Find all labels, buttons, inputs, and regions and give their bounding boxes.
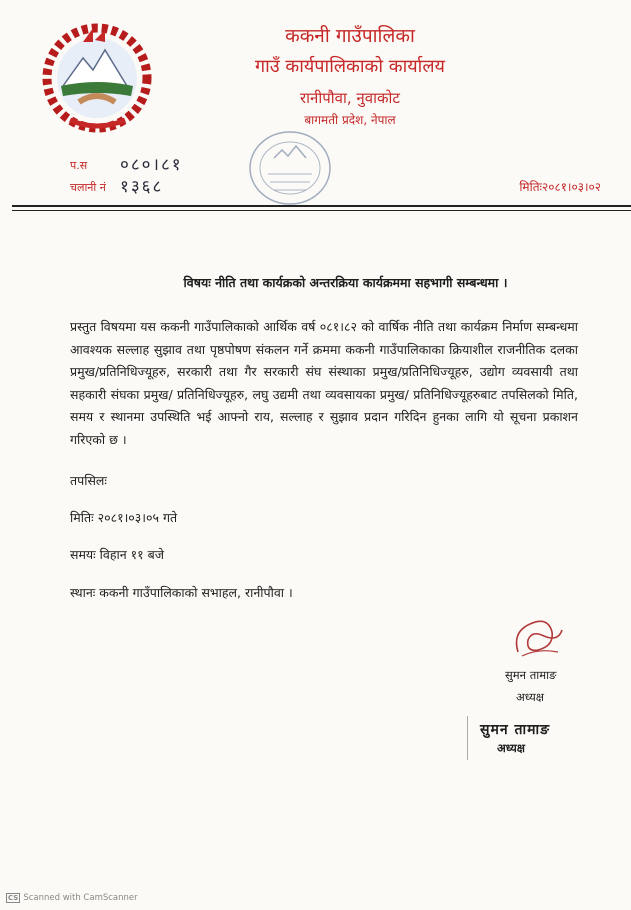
signatory-name: सुमन तामाङ <box>505 668 557 682</box>
stamp-title: अध्यक्ष <box>497 741 526 755</box>
event-date: मितिः २०८१।०३।०५ गते <box>70 510 178 525</box>
dispatch-number <box>70 177 164 197</box>
office-province: बागमती प्रदेश, नेपाल <box>304 113 396 127</box>
nepal-emblem-icon <box>35 20 160 135</box>
letterhead-divider <box>12 205 631 207</box>
watermark-text: Scanned with CamScanner <box>23 893 138 903</box>
letter-date: मितिः२०८१।०३।०२ <box>519 180 601 194</box>
chalani-label: चलानी नं <box>70 181 106 194</box>
event-time: समयः विहान ११ बजे <box>70 547 165 562</box>
scanner-watermark <box>6 893 138 903</box>
letter-subject: विषयः नीति तथा कार्यक्रको अन्तरक्रिया कार्यक्रममा सहभागी सम्बन्धमा । <box>183 275 508 290</box>
event-venue: स्थानः ककनी गाउँपालिकाको सभाहल, रानीपौवा । <box>70 585 293 600</box>
letter-body: प्रस्तुत विषयमा यस ककनी गाउँपालिकाको आर्थिक वर्ष ०८१।८२ को वार्षिक नीति तथा कार्यक्रम निर्माण सम्बन्धमा आवश्यक सल्लाह सुझाव तथा पृष्ठपोषण संकलन गर्ने क्रममा ककनी गाउँपालिकाका क्रियाशील राजनीतिक दलका प्रमुख/प्रतिनिधिज्यूहरु, सरकारी तथा गैर सरकारी संघ संस्थाका प्रमुख/प्रतिनिधिज्यूहरु, उद्योग व्यवसायी तथा सहकारी संघका प्रमुख/ प्रतिनिधिज्यूहरु, लघु उद्यमी तथा व्यवसायका प्रमुख/ प्रतिनिधिज्यूहरुबाट तपसिलको मिति, समय र स्थानमा उपस्थिति भई आफ्नो राय, सल्लाह र सुझाव प्रदान गरिदिन हुनका लागि यो सूचना प्रकाशन गरिएको छ । <box>70 319 578 447</box>
details-heading: तपसिलः <box>70 473 107 488</box>
office-subtitle: गाउँ कार्यपालिकाको कार्यालय <box>255 56 445 77</box>
stamp-name: सुमन तामाङ <box>480 722 551 738</box>
reference-number <box>70 155 183 175</box>
chalani-value: १३६८ <box>120 177 164 197</box>
camscanner-logo-icon: CS <box>8 894 19 902</box>
signature-icon <box>508 612 568 664</box>
office-name: ककनी गाउँपालिका <box>285 25 415 47</box>
ps-value: ०८०।८१ <box>120 155 183 175</box>
ps-label: प.स <box>70 159 88 172</box>
letterhead-divider-thin <box>12 210 631 211</box>
office-address: रानीपौवा, नुवाकोट <box>300 89 400 107</box>
office-seal-icon <box>238 128 348 208</box>
signatory-title: अध्यक्ष <box>516 690 545 704</box>
